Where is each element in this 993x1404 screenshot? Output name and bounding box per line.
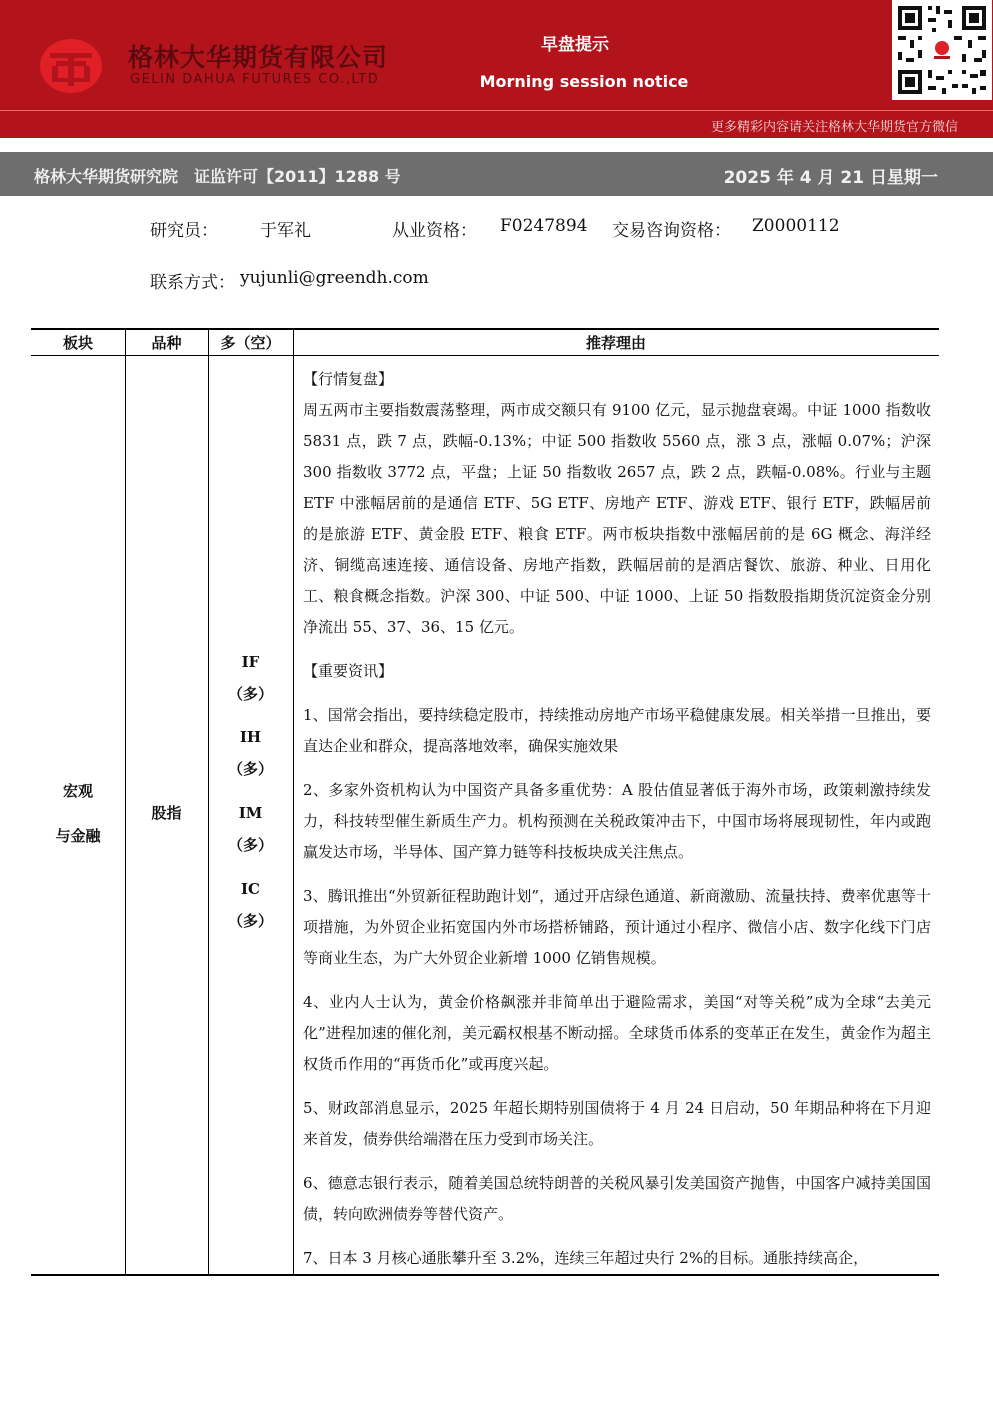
- report-date: 2025 年 4 月 21 日星期一: [723, 168, 938, 188]
- contact-email[interactable]: yujunli@greendh.com: [240, 268, 429, 288]
- company-name-cn: 格林大华期货有限公司: [128, 43, 389, 72]
- institute-bar: [0, 152, 993, 196]
- header-sector: 板块: [62, 334, 93, 352]
- direction-side: （多）: [227, 685, 273, 703]
- column-divider: [208, 328, 209, 1276]
- direction-code: IF: [241, 653, 260, 671]
- contact-label: 联系方式：: [150, 273, 235, 293]
- consult-number: Z0000112: [752, 216, 840, 236]
- recommendation-reason: [303, 364, 931, 1274]
- news-item: 3、腾讯推出“外贸新征程助跑计划”，通过开店绿色通道、新商激励、流量扶持、费率优惠等十项措施，为外贸企业拓宽国内外市场搭桥铺路，预计通过小程序、微信小店、数字化线下门店等商业生态，为广大外贸企业新增 1000 亿销售规模。: [303, 887, 931, 967]
- researcher-name: 于军礼: [260, 221, 311, 241]
- important-news-title: 【重要资讯】: [303, 662, 394, 680]
- direction-side: （多）: [227, 912, 273, 930]
- direction-code: IC: [241, 880, 260, 898]
- company-logo-icon: [38, 36, 104, 96]
- news-item: 6、德意志银行表示，随着美国总统特朗普的关税风暴引发美国资产抛售，中国客户减持美国国债，转向欧洲债券等替代资产。: [303, 1174, 931, 1223]
- news-item: 5、财政部消息显示，2025 年超长期特别国债将于 4 月 24 日启动，50 年期品种将在下月迎来首发，债券供给端潜在压力受到市场关注。: [303, 1099, 931, 1148]
- market-review-text: 周五两市主要指数震荡整理，两市成交额只有 9100 亿元，显示抛盘衰竭。中证 1000 指数收 5831 点，跌 7 点，跌幅-0.13%；中证 500 指数收 5560 点，涨 3 点，涨幅 0.07%；沪深 300 指数收 3772 点，平盘；上证 50 指数收 2657 点，跌 2 点，跌幅-0.08%。行业与主题 ETF 中涨幅居前的是通信 ETF、5G ETF、房地产 ETF、游戏 ETF、银行 ETF，跌幅居前的是旅游 ETF、黄金股 ETF、粮食 ETF。两市板块指数中涨幅居前的是 6G 概念、海洋经济、铜缆高速连接、通信设备、房地产指数，跌幅居前的是酒店餐饮、旅游、种业、日用化工、粮食概念指数。沪深 300、中证 500、中证 1000、上证 50 指数股指期货沉淀资金分别净流出 55、37、36、15 亿元。: [303, 401, 931, 636]
- researcher-label: 研究员：: [150, 221, 218, 241]
- header-divider: [0, 110, 993, 111]
- header-direction: 多（空）: [220, 334, 281, 352]
- table-header-border: [31, 355, 939, 356]
- consult-label: 交易咨询资格：: [612, 221, 731, 241]
- follow-wechat-text: 更多精彩内容请关注格林大华期货官方微信: [710, 120, 958, 135]
- header-band: [0, 0, 993, 138]
- direction-code: IH: [239, 728, 262, 746]
- news-item: 4、业内人士认为，黄金价格飙涨并非简单出于避险需求，美国“对等关税”成为全球“去美元化”进程加速的催化剂，美元霸权根基不断动摇。全球货币体系的变革正在发生，黄金作为超主权货币作用的“再货币化”或再度兴起。: [303, 993, 931, 1073]
- column-divider: [293, 328, 294, 1276]
- institute-name: 格林大华期货研究院: [34, 167, 179, 186]
- qualification-label: 从业资格：: [392, 221, 477, 241]
- news-item: 7、日本 3 月核心通胀攀升至 3.2%，连续三年超过央行 2%的目标。通胀持续高企，: [303, 1249, 869, 1267]
- sector-line-1: 宏观: [62, 782, 93, 800]
- market-review-title: 【行情复盘】: [303, 370, 394, 388]
- news-item: 2、多家外资机构认为中国资产具备多重优势：A 股估值显著低于海外市场，政策刺激持续发力，科技转型催生新质生产力。机构预测在关税政策冲击下，中国市场将展现韧性，年内或跑赢发达市场，半导体、国产算力链等科技板块成关注焦点。: [303, 781, 931, 861]
- table-bottom-border: [31, 1274, 939, 1276]
- header-variety: 品种: [151, 334, 182, 352]
- header-reason: 推荐理由: [585, 334, 646, 352]
- qualification-number: F0247894: [500, 216, 588, 236]
- wechat-qr-code-icon: [892, 0, 992, 100]
- table-top-border: [31, 328, 939, 330]
- notice-title-cn: 早盘提示: [541, 35, 609, 55]
- company-name-en: GELIN DAHUA FUTURES CO.,LTD: [130, 72, 380, 87]
- variety-name: 股指: [151, 804, 182, 822]
- institute-info: [34, 164, 417, 187]
- direction-code: IM: [238, 804, 263, 822]
- direction-side: （多）: [227, 760, 273, 778]
- direction-side: （多）: [227, 836, 273, 854]
- news-item: 1、国常会指出，要持续稳定股市，持续推动房地产市场平稳健康发展。相关举措一旦推出，要直达企业和群众，提高落地效率，确保实施效果: [303, 706, 931, 755]
- notice-title-en: Morning session notice: [479, 72, 689, 91]
- sector-line-2: 与金融: [55, 827, 101, 845]
- license-number: 证监许可【2011】1288 号: [194, 167, 401, 186]
